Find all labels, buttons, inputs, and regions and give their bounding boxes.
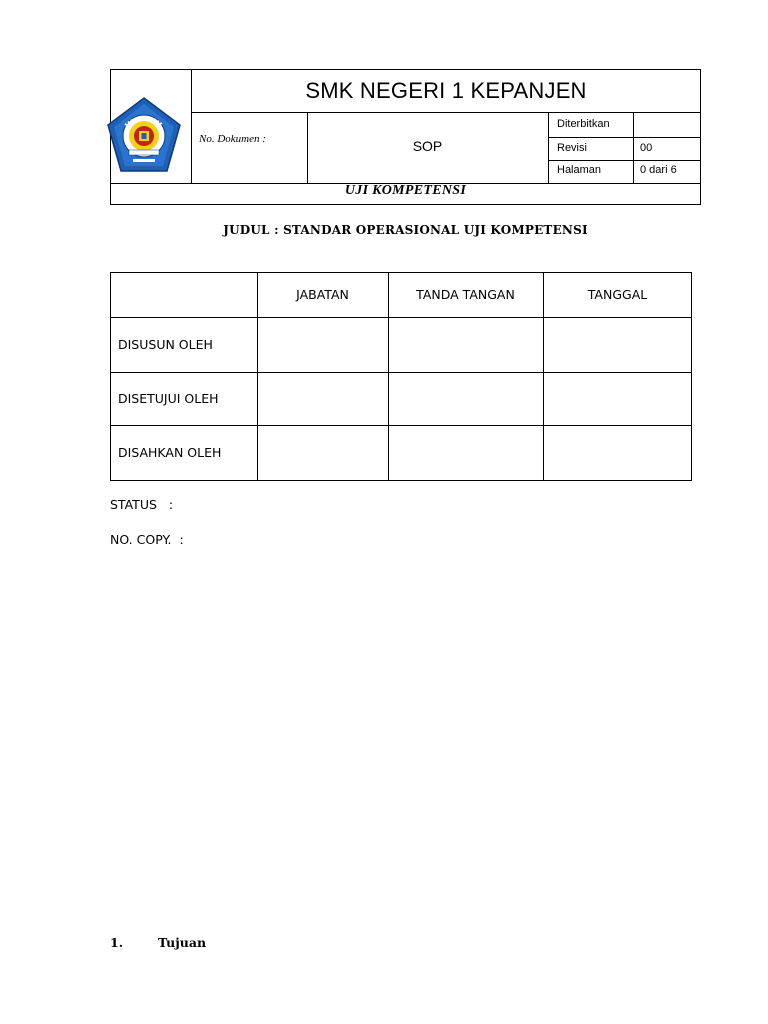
row-label-disusun: DISUSUN OLEH	[118, 337, 213, 352]
table-divider	[388, 272, 389, 481]
doc-type: SOP	[412, 138, 443, 154]
copy-number-field: NO. COPY. :	[110, 532, 184, 547]
table-divider	[110, 372, 692, 373]
table-divider	[110, 425, 692, 426]
header-divider	[548, 112, 549, 183]
meta-value-revisi: 00	[640, 142, 653, 154]
section-title: Tujuan	[158, 935, 207, 950]
table-divider	[543, 272, 544, 481]
row-label-disetujui: DISETUJUI OLEH	[118, 391, 219, 406]
meta-label-diterbitkan: Diterbitkan	[557, 118, 610, 130]
header-divider	[548, 137, 701, 138]
header-divider	[548, 160, 701, 161]
doc-no-label: No. Dokumen :	[199, 133, 266, 145]
status-field: STATUS :	[110, 497, 174, 512]
column-header-tanda-tangan: TANDA TANGAN	[416, 287, 515, 302]
header-divider	[633, 112, 634, 183]
document-heading: JUDUL : STANDAR OPERASIONAL UJI KOMPETENSI	[223, 223, 588, 237]
table-divider	[257, 272, 258, 481]
column-header-tanggal: TANGGAL	[587, 287, 648, 302]
column-header-jabatan: JABATAN	[296, 287, 349, 302]
meta-value-halaman: 0 dari 6	[640, 164, 677, 176]
section-number: 1.	[110, 935, 124, 950]
document-subtitle: UJI KOMPETENSI	[344, 183, 467, 198]
header-divider	[191, 112, 701, 113]
row-label-disahkan: DISAHKAN OLEH	[118, 445, 222, 460]
table-divider	[110, 317, 692, 318]
school-name: SMK NEGERI 1 KEPANJEN	[305, 78, 587, 103]
meta-label-revisi: Revisi	[557, 142, 587, 154]
meta-label-halaman: Halaman	[557, 164, 602, 176]
school-crest-icon	[105, 95, 183, 175]
